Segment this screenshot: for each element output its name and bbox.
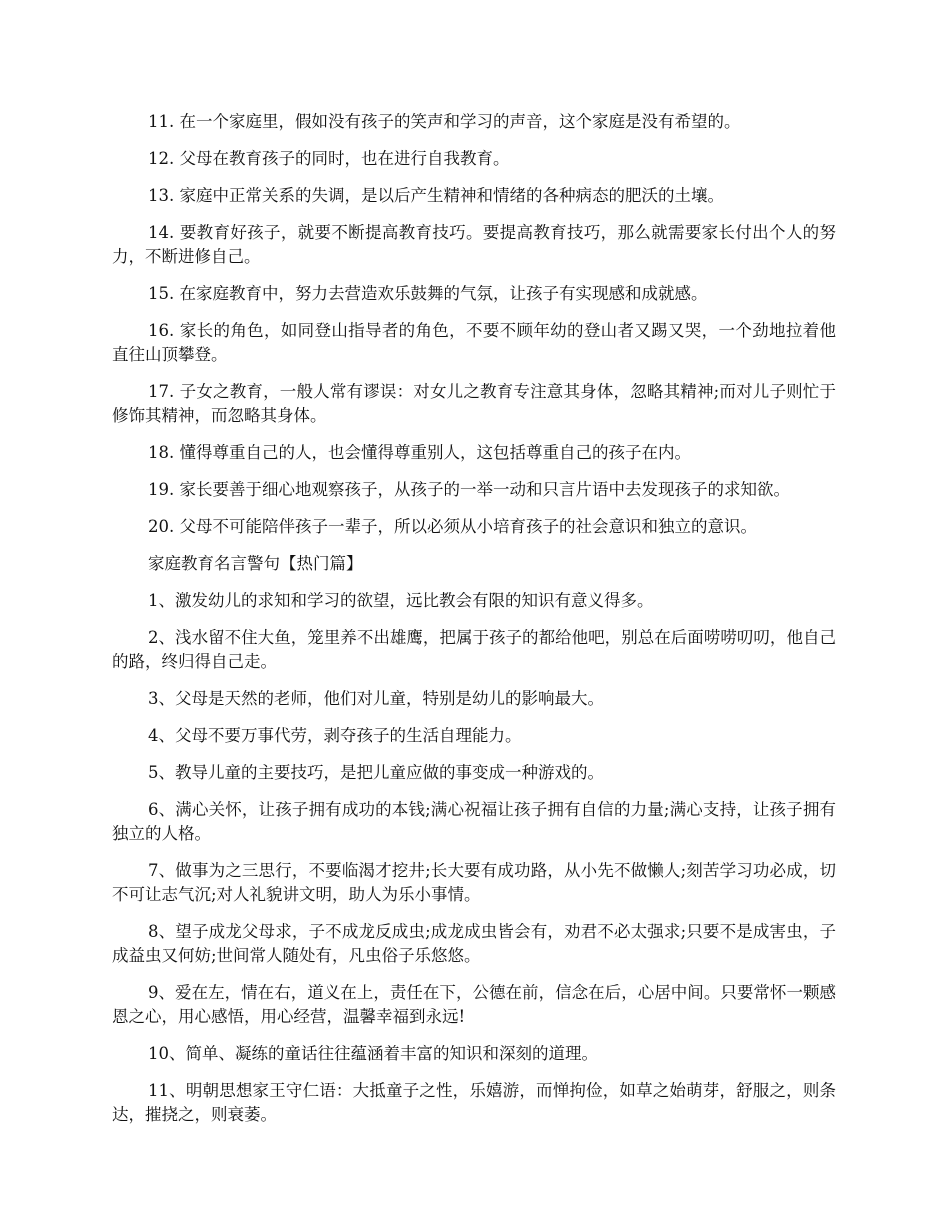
quote-paragraph: 6、满心关怀，让孩子拥有成功的本钱;满心祝福让孩子拥有自信的力量;满心支持，让孩子拥有独立的人格。 <box>112 800 836 843</box>
quote-paragraph: 9、爱在左，情在右，道义在上，责任在下，公德在前，信念在后，心居中间。只要常怀一颗感恩之心，用心感悟，用心经营，温馨幸福到永远! <box>112 983 836 1026</box>
quote-paragraph: 5、教导儿童的主要技巧，是把儿童应做的事变成一种游戏的。 <box>148 763 604 782</box>
quote-paragraph: 13. 家庭中正常关系的失调，是以后产生精神和情绪的各种病态的肥沃的土壤。 <box>148 186 724 205</box>
quote-paragraph: 14. 要教育好孩子，就要不断提高教育技巧。要提高教育技巧，那么就需要家长付出个人的努力，不断进修自己。 <box>112 223 836 266</box>
quote-paragraph: 18. 懂得尊重自己的人，也会懂得尊重别人，这包括尊重自己的孩子在内。 <box>148 443 691 462</box>
quote-paragraph: 12. 父母在教育孩子的同时，也在进行自我教育。 <box>148 149 510 168</box>
quote-paragraph: 2、浅水留不住大鱼，笼里养不出雄鹰，把属于孩子的都给他吧，别总在后面唠唠叨叨，他自己的路，终归得自己走。 <box>112 628 836 671</box>
quote-paragraph: 16. 家长的角色，如同登山指导者的角色，不要不顾年幼的登山者又踢又哭，一个劲地拉着他直往山顶攀登。 <box>112 321 836 364</box>
quote-paragraph: 19. 家长要善于细心地观察孩子，从孩子的一举一动和只言片语中去发现孩子的求知欲。 <box>148 480 790 499</box>
quote-paragraph: 11. 在一个家庭里，假如没有孩子的笑声和学习的声音，这个家庭是没有希望的。 <box>148 112 741 131</box>
quote-paragraph: 3、父母是天然的老师，他们对儿童，特别是幼儿的影响最大。 <box>148 689 604 708</box>
quote-paragraph: 1、激发幼儿的求知和学习的欲望，远比教会有限的知识有意义得多。 <box>148 591 654 610</box>
quote-paragraph: 11、明朝思想家王守仁语：大抵童子之性，乐嬉游，而惮拘俭，如草之始萌芽，舒服之，则条达，摧挠之，则衰萎。 <box>112 1081 836 1124</box>
document-body <box>112 110 836 1140</box>
quote-paragraph: 7、做事为之三思行，不要临渴才挖井;长大要有成功路，从小先不做懒人;刻苦学习功必成，切不可让志气沉;对人礼貌讲文明，助人为乐小事情。 <box>112 861 836 904</box>
section-heading: 家庭教育名言警句【热门篇】 <box>148 554 363 573</box>
quote-paragraph: 20. 父母不可能陪伴孩子一辈子，所以必须从小培育孩子的社会意识和独立的意识。 <box>148 517 757 536</box>
quote-paragraph: 17. 子女之教育，一般人常有谬误：对女儿之教育专注意其身体，忽略其精神;而对儿子则忙于修饰其精神，而忽略其身体。 <box>112 382 836 425</box>
quote-paragraph: 4、父母不要万事代劳，剥夺孩子的生活自理能力。 <box>148 726 522 745</box>
quote-paragraph: 8、望子成龙父母求，子不成龙反成虫;成龙成虫皆会有，劝君不必太强求;只要不是成害虫，子成益虫又何妨;世间常人随处有，凡虫俗子乐悠悠。 <box>112 922 836 965</box>
quote-paragraph: 15. 在家庭教育中，努力去营造欢乐鼓舞的气氛，让孩子有实现感和成就感。 <box>148 284 708 303</box>
quote-paragraph: 10、简单、凝练的童话往往蕴涵着丰富的知识和深刻的道理。 <box>148 1044 598 1063</box>
